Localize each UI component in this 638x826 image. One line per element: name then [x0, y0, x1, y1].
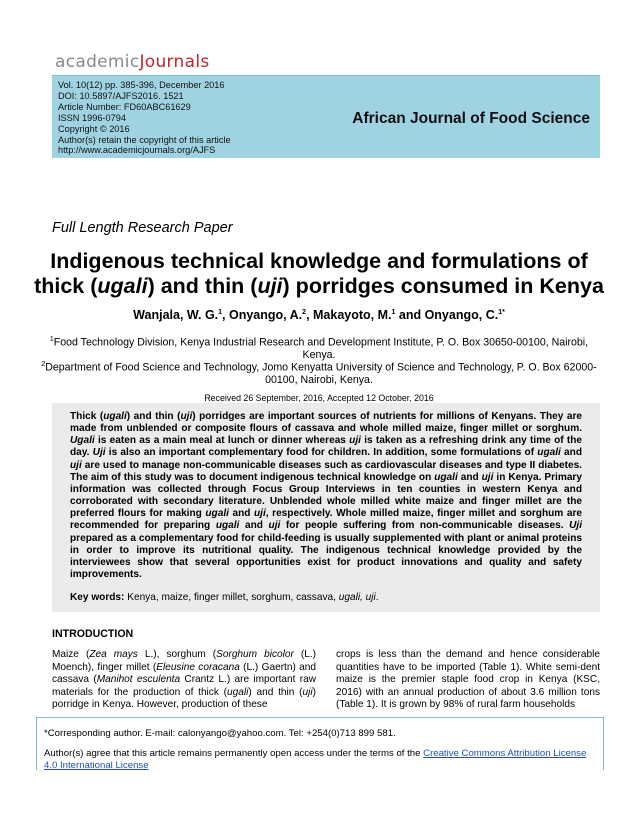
meta-url[interactable]: http://www.academicjournals.org/AJFS — [58, 145, 216, 156]
meta-volume: Vol. 10(12) pp. 385-396, December 2016 — [58, 80, 225, 90]
affiliation-2: $^2$Department of Food Science and Technology, Jomo Kenyatta University of Science and Technology, P. O. Box 62000- 00100, Nairobi, Kenya. — [41, 361, 597, 387]
journal-name: African Journal of Food Science — [352, 110, 590, 127]
affiliation-1: $^1$Food Technology Division, Kenya Industrial Research and Development Institute, P. O. Box 30650-00100, Nairobi, Kenya. — [49, 336, 589, 362]
meta-article-number: Article Number: FD60ABC61629 — [58, 101, 191, 112]
abstract-text: Thick (ugali) and thin (uji) porridges are important sources of nutrients for millions of Kenyans. They are made from unblended or composite flours of cassava and whole milled maize, finger millet or sorghum. Ugali is eaten as a main meal at lunch or dinner whereas uji is taken as a refreshing drink any time of the day. Uji is also an important complementary food for children. In addition, some formulations of ugali and uji are used to manage non-communicable diseases such as cardiovascular diseases and type II diabetes. The aim of this study was to document indigenous technical knowledge on ugali and uji in Kenya. Primary information was collected through Focus Group Interviews in ten counties in western Kenya and corroborated with secondary literature. Unblended whole milled white maize and finger millet are the preferred flours for making ugali and uji, respectively. Whole milled maize, finger millet and sorghum are recommended for preparing ugali and uji for people suffering from non-communicable diseases. Uji prepared as a complementary food for child-feeding is usually supplemented with plant or animal proteins in order to improve its nutritional quality. The indigenous technical knowledge provided by the interviewees show that several opportunities exist for product innovations and quality and safety improvements. — [70, 411, 583, 581]
footnote-box — [36, 717, 604, 770]
meta-copyright: Copyright © 2016 — [58, 123, 130, 134]
meta-issn: ISSN 1996-0794 — [58, 112, 126, 123]
received-dates: Received 26 September, 2016, Accepted 12 October, 2016 — [204, 393, 434, 403]
paper-type: Full Length Research Paper — [52, 220, 233, 236]
license-note: Author(s) agree that this article remains permanently open access under the terms of the Creative Commons Attribution License 4.0 International License — [44, 748, 587, 771]
author-list: Wanjala, W. G.$^1$, Onyango, A.$^2$, Makayoto, M.$^1$ and Onyango, C.$^{1*}$ — [133, 308, 505, 322]
abstract-box — [52, 403, 600, 612]
license-link[interactable]: Creative Commons Attribution License 4.0 International License — [44, 748, 587, 771]
section-heading-introduction: INTRODUCTION — [52, 628, 134, 640]
intro-column-left: Maize (Zea mays L.), sorghum (Sorghum bicolor (L.) Moench), finger millet (Eleusine coracana (L.) Gaertn) and cassava (Manihot esculenta Crantz L.) are important raw materials for the production of thick (ugali) and thin (uji) porridge in Kenya. However, production of these — [52, 649, 317, 710]
meta-retain: Author(s) retain the copyright of this article — [58, 134, 231, 145]
article-meta — [58, 80, 231, 156]
corresponding-author: *Corresponding author. E-mail: calonyango@yahoo.com. Tel: +254(0)713 899 581. — [44, 728, 396, 739]
meta-doi: DOI: 10.5897/AJFS2016. 1521 — [58, 90, 184, 101]
publisher-logo: academicJournals — [55, 52, 210, 72]
keywords: Key words: Kenya, maize, finger millet, sorghum, cassava, ugali, uji. — [70, 592, 379, 603]
intro-column-right: crops is less than the demand and hence considerable quantities have to be imported (Table 1). White semi-dent maize is the premier staple food crop in Kenya (KSC, 2016) with an annual production of about 3.6 million tons (Table 1). It is grown by 98% of rural farm households — [336, 649, 600, 710]
paper-title: Indigenous technical knowledge and formulations of thick (ugali) and thin (uji) porridges consumed in Kenya — [34, 249, 604, 298]
